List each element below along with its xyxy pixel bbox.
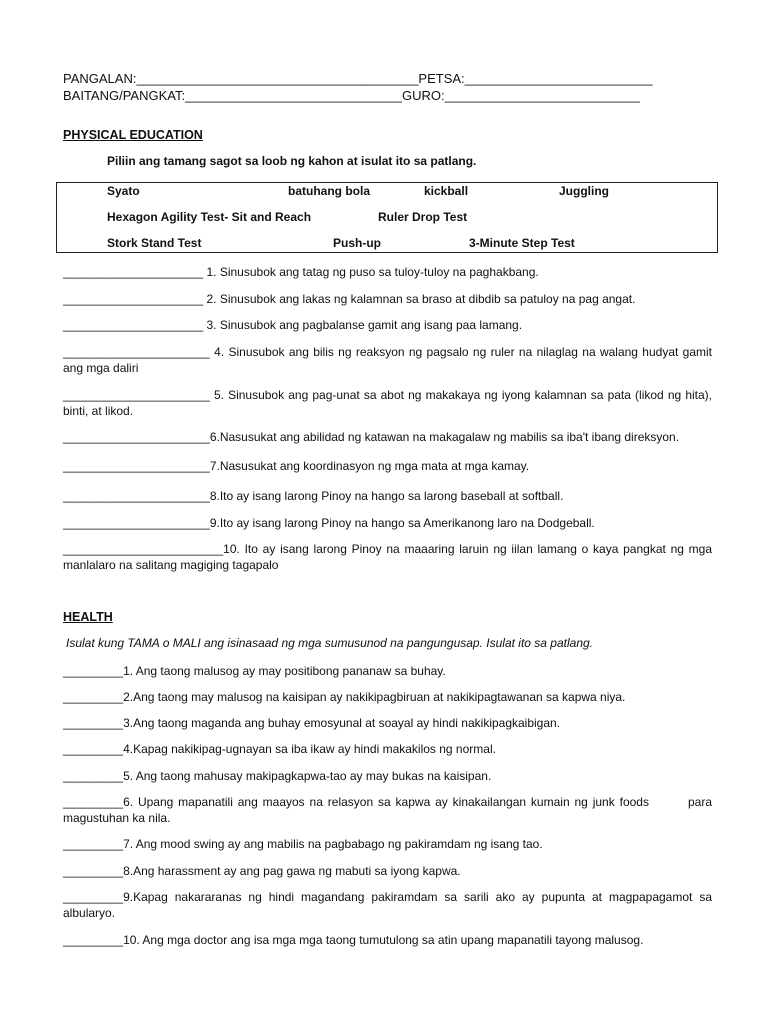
choice-step-test: 3-Minute Step Test (469, 236, 575, 250)
pe-item-6: ______________________6.Nasusukat ang abilidad ng katawan na makagalaw ng mabilis sa iba't ibang direksyon. (63, 430, 680, 444)
choice-batuhang-bola: batuhang bola (288, 184, 370, 198)
pe-item-4: ______________________ 4. Sinusubok ang bilis ng reaksyon ng pagsalo ng ruler na nilaglag na walang hudyat gamit ang mga daliri (63, 345, 712, 375)
health-item-1: _________1. Ang taong malusog ay may positibong pananaw sa buhay. (63, 664, 446, 678)
health-item-6: _________6. Upang mapanatili ang maayos na relasyon sa kapwa ay kinakailangan kumain ng junk foods para magustuhan ka nila. (63, 795, 716, 825)
pe-item-7: ______________________7.Nasusukat ang koordinasyon ng mga mata at mga kamay. (63, 459, 530, 473)
health-instruction: Isulat kung TAMA o MALI ang isinasaad ng mga sumusunod na pangungusap. Isulat ito sa patlang. (66, 636, 593, 650)
health-item-3: _________3.Ang taong maganda ang buhay emosyunal at soayal ay hindi nakikipagkaibigan. (63, 716, 561, 730)
name-date-line: PANGALAN:_______________________________________PETSA:__________________________ (63, 71, 653, 86)
health-item-9: _________9.Kapag nakararanas ng hindi magandang pakiramdam sa sarili ako ay pupunta at magpapagamot sa albularyo. (63, 890, 712, 920)
pe-item-10: ________________________10. Ito ay isang larong Pinoy na maaaring laruin ng iilan lamang o kaya pangkat ng mga manlalaro na salitang magiging tagapalo (63, 542, 712, 572)
health-item-5: _________5. Ang taong mahusay makipagkapwa-tao ay may bukas na kaisipan. (63, 769, 492, 783)
choice-push-up: Push-up (333, 236, 381, 250)
health-item-2: _________2.Ang taong may malusog na kaisipan ay nakikipagbiruan at nakikipagtawanan sa kapwa niya. (63, 690, 626, 704)
pe-section-title: PHYSICAL EDUCATION (63, 128, 203, 142)
pe-item-5: ______________________ 5. Sinusubok ang pag-unat sa abot ng makakaya ng iyong kalamnan sa pata (likod ng hita), binti, at likod. (63, 388, 712, 418)
choice-stork-stand: Stork Stand Test (107, 236, 202, 250)
choice-juggling: Juggling (559, 184, 609, 198)
health-item-4: _________4.Kapag nakikipag-ugnayan sa iba ikaw ay hindi makakilos ng normal. (63, 742, 496, 756)
choice-ruler-drop: Ruler Drop Test (378, 210, 468, 224)
pe-item-2: _____________________ 2. Sinusubok ang lakas ng kalamnan sa braso at dibdib sa patuloy na pag angat. (63, 292, 636, 306)
choice-hexagon-sit-reach: Hexagon Agility Test- Sit and Reach (107, 210, 312, 224)
pe-item-3: _____________________ 3. Sinusubok ang pagbalanse gamit ang isang paa lamang. (63, 318, 523, 332)
grade-teacher-line: BAITANG/PANGKAT:______________________________GURO:___________________________ (63, 88, 640, 103)
pe-item-8: ______________________8.Ito ay isang larong Pinoy na hango sa larong baseball at softball. (63, 489, 564, 503)
pe-instruction: Piliin ang tamang sagot sa loob ng kahon at isulat ito sa patlang. (107, 154, 477, 168)
health-section-title: HEALTH (63, 610, 113, 624)
pe-item-1: _____________________ 1. Sinusubok ang tatag ng puso sa tuloy-tuloy na paghakbang. (63, 265, 539, 279)
health-item-8: _________8.Ang harassment ay ang pag gawa ng mabuti sa iyong kapwa. (63, 864, 461, 878)
choice-kickball: kickball (424, 184, 469, 198)
health-item-7: _________7. Ang mood swing ay ang mabilis na pagbabago ng pakiramdam ng isang tao. (63, 837, 543, 851)
choice-syato: Syato (107, 184, 140, 198)
pe-item-9: ______________________9.Ito ay isang larong Pinoy na hango sa Amerikanong laro na Dodgeball. (63, 516, 595, 530)
health-item-10: _________10. Ang mga doctor ang isa mga mga taong tumutulong sa atin upang mapanatili tayong malusog. (63, 933, 644, 947)
